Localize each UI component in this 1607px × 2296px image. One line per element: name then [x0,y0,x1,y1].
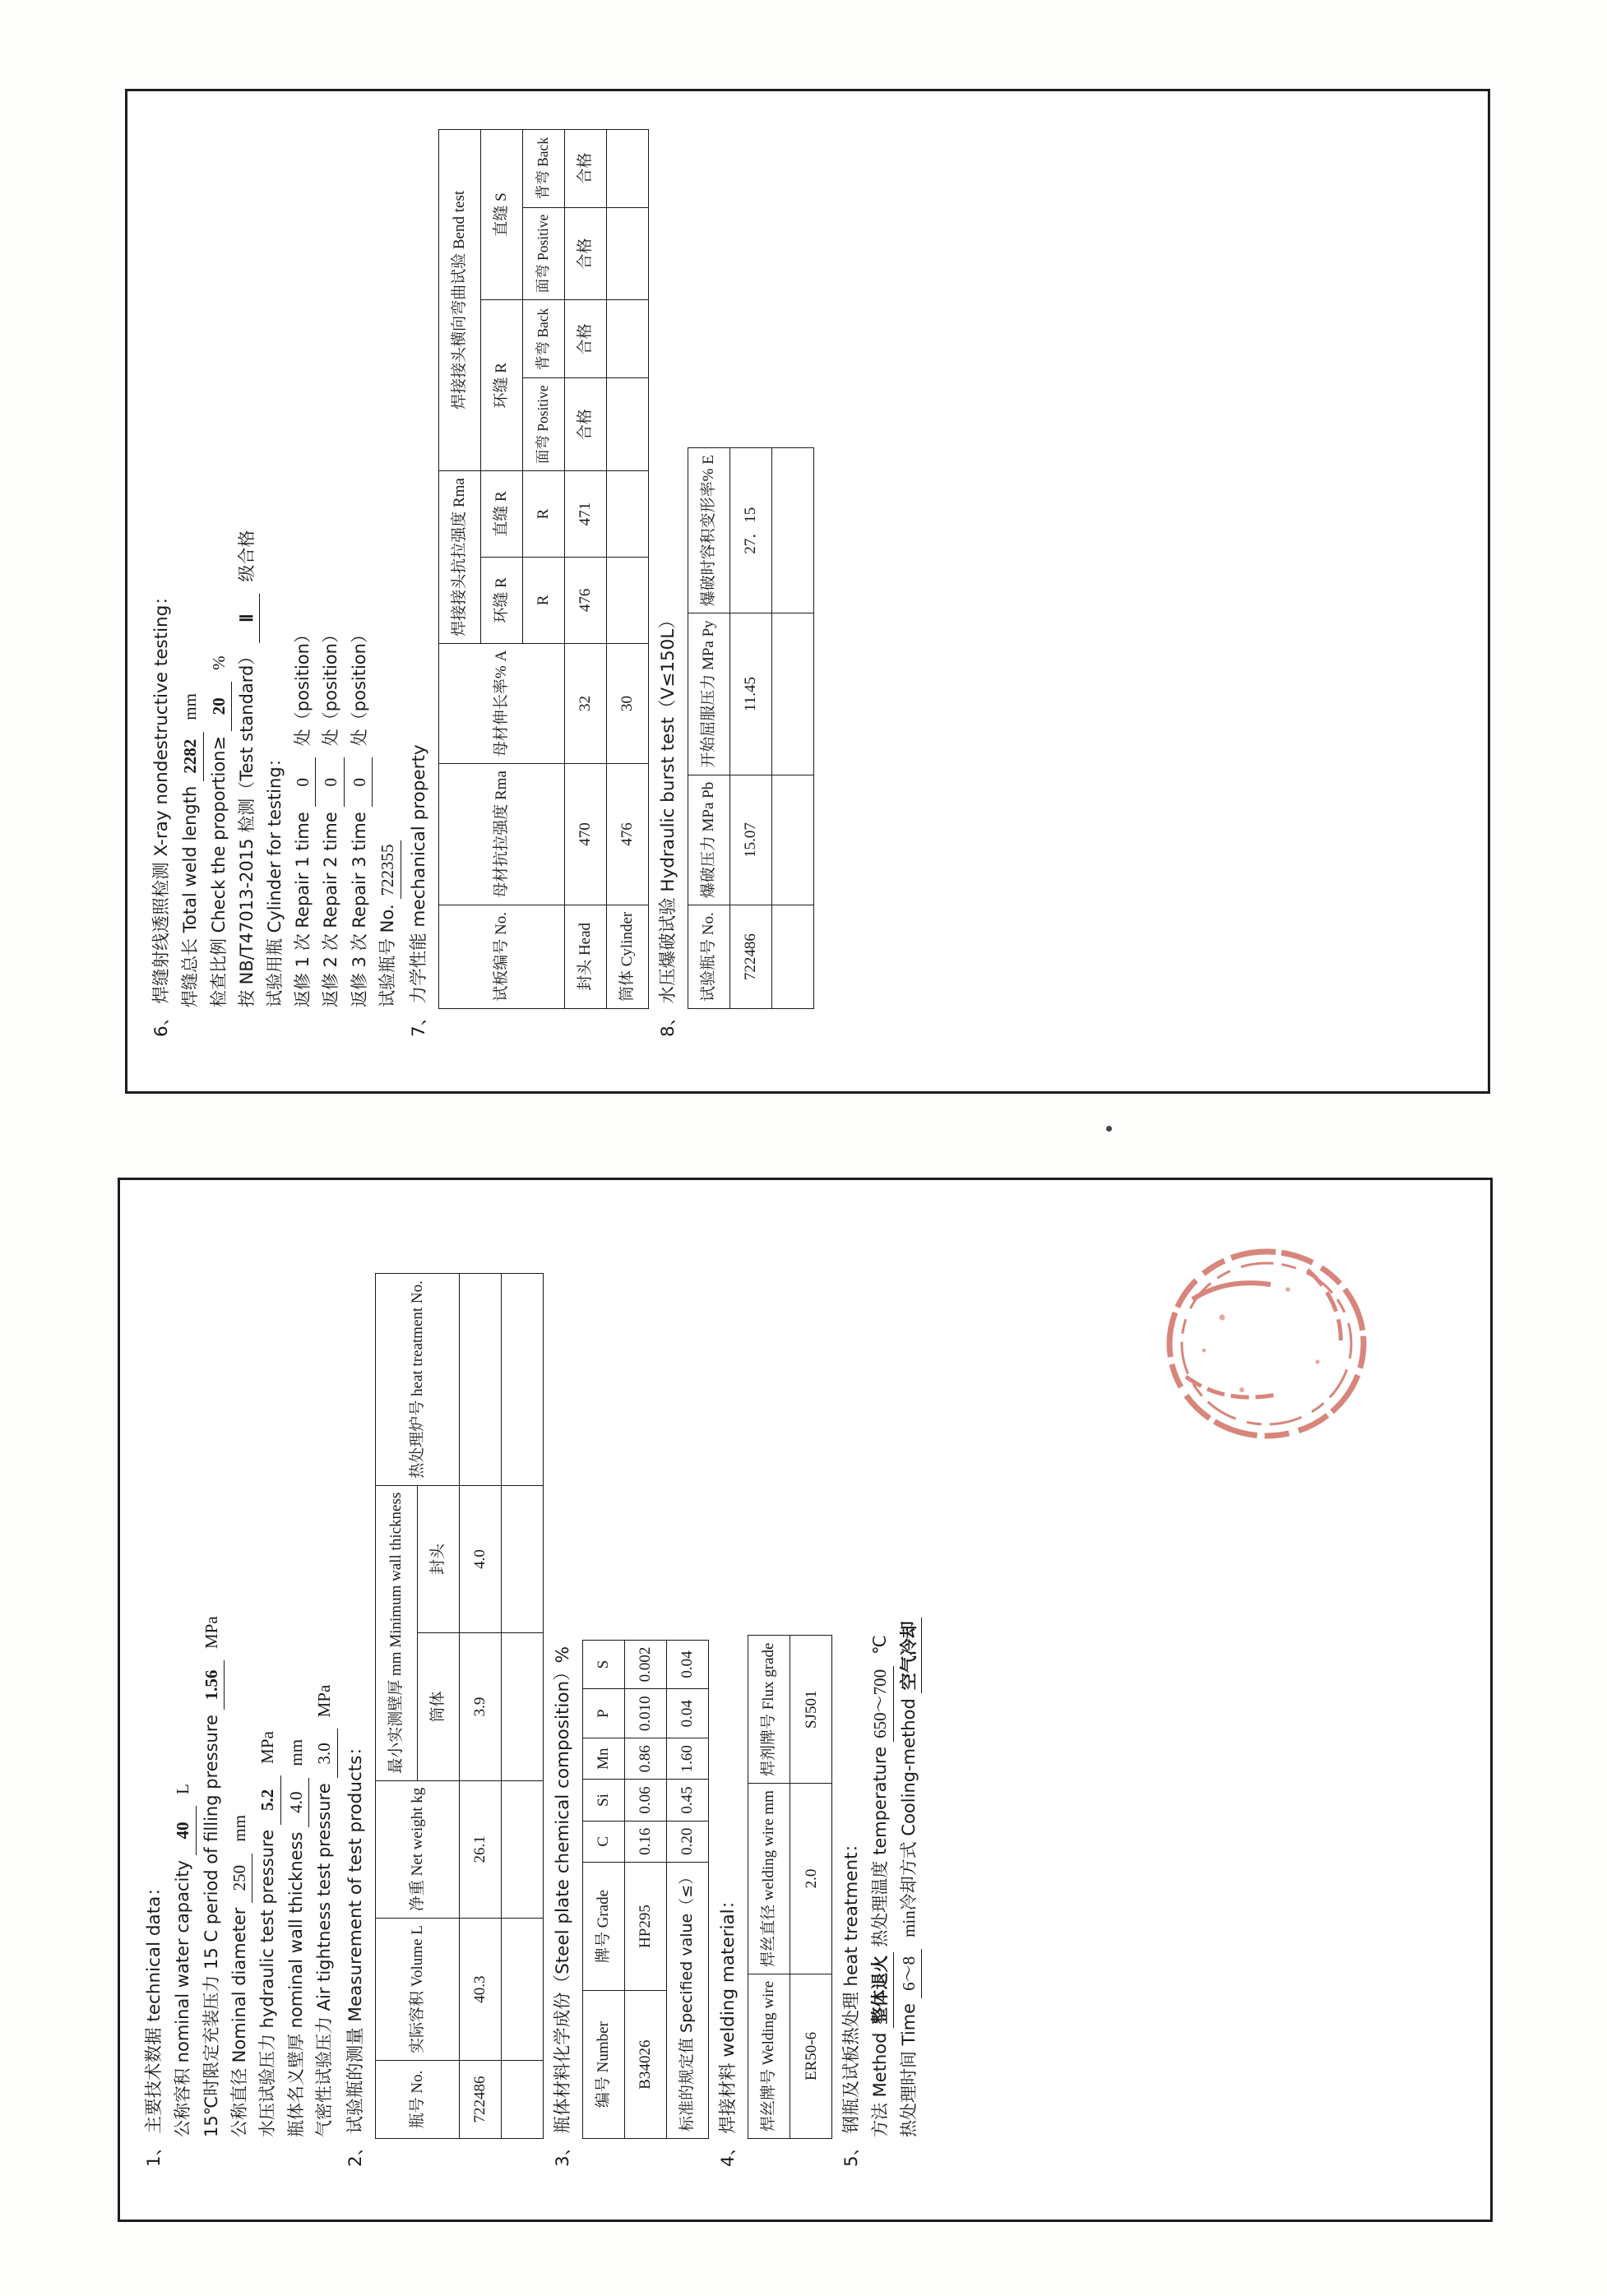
th-min-wall-thickness: 最小实测壁厚 mm Minimum wall thickness [375,1485,417,1780]
repair-1-label: 返修 1 次 Repair 1 time [292,812,313,1007]
th-cylinder-body: 筒体 [417,1633,459,1781]
th-bend-straight-back: 背弯 Back [522,129,564,207]
nominal-wall-thickness-value: 4.0 [284,1778,309,1827]
section-5-heat-treatment [839,1205,922,2167]
air-tightness-pressure-value: 3.0 [312,1729,337,1778]
cell-burst-pressure: 15.07 [730,775,772,905]
repair-2-row [318,116,344,1007]
th-p: P [583,1689,625,1738]
check-proportion-value: 20 [206,682,232,731]
repair-2-label: 返修 2 次 Repair 2 time [321,812,341,1007]
rotated-content-top [127,91,1476,1062]
th-head: 封头 [417,1485,459,1633]
cell-volume-deformation: 27．15 [730,448,772,613]
th-weld-straight-sub: R [522,471,564,558]
th-actual-volume: 实际容积 Volume L [375,1919,459,2061]
th-weld-straight: 直缝 R [480,471,522,558]
cell-yield-pressure [772,613,814,775]
heat-temperature-value: 650～700 [868,1666,893,1742]
section-3-title: 瓶体材料化学成份（Steel plate chemical composition）% [552,1646,573,2134]
total-weld-length-label: 焊缝总长 Total weld length [180,785,201,1007]
cell-head-thickness [501,1485,543,1633]
section-1-technical-data [141,1205,338,2167]
heat-time-row [896,1205,922,2137]
nominal-diameter-row [227,1205,252,2137]
filling-pressure-unit: MPa [201,1616,221,1650]
nominal-wall-thickness-label: 瓶体名义壁厚 nominal wall thickness [285,1831,306,2137]
th-wire-diameter: 焊丝直径 welding wire mm [748,1784,790,1974]
cell-mn: 0.86 [625,1738,667,1780]
check-proportion-unit: % [208,655,229,670]
th-bend-ring-back: 背弯 Back [522,300,564,378]
table-row [772,448,814,1009]
check-proportion-label: 检查比例 Check the proportion≥ [208,735,229,1007]
th-number: 编号 Number [583,1991,625,2139]
air-tightness-pressure-unit: MPa [314,1684,335,1718]
welding-material-table [748,1636,832,2140]
cell-s: 0.002 [625,1640,667,1689]
th-burst-pressure: 爆破压力 MPa Pb [688,775,730,905]
burst-test-table [688,447,814,1009]
section-1-number: 1、 [144,2137,164,2167]
report-sheet-bottom [118,1178,1493,2222]
table-row [625,1640,667,2138]
cell-bend-ring-back: 合格 [564,300,606,378]
th-flux-grade: 焊剂牌号 Flux grade [748,1636,790,1784]
section-3-chemical-composition [550,1205,709,2167]
th-base-tensile: 母材抗拉强度 Rma [438,764,564,905]
heat-time-unit: min [898,1910,919,1937]
cooling-method-value: 空气冷却 [896,1618,922,1693]
th-weld-tensile: 焊接接头抗拉强度 Rma [438,471,480,644]
cell-cylinder-thickness: 3.9 [459,1633,501,1781]
repair-3-value: 0 [347,757,373,807]
cell-bend-ring-back [606,300,648,378]
air-tightness-pressure-label: 气密性试验压力 Air tightness test pressure [314,1783,335,2137]
measurement-table [375,1273,544,2139]
cell-specimen-no: 封头 Head [564,905,606,1008]
section-5-number: 5、 [841,2137,863,2167]
th-weld-ring-sub: R [522,557,564,643]
table-row [564,129,606,1008]
cell-base-tensile: 476 [606,764,648,905]
cell-volume-deformation [772,448,814,613]
cell-weld-straight: 471 [564,471,606,558]
air-tightness-pressure-row [312,1205,337,2137]
hydraulic-test-pressure-label: 水压试验压力 hydraulic test pressure [257,1829,278,2137]
th-bend-straight: 直缝 S [480,129,522,300]
total-weld-length-value: 2282 [178,732,203,781]
th-c: C [583,1821,625,1862]
th-welding-wire: 焊丝牌号 Welding wire [748,1974,790,2138]
cell-welding-wire: ER50-6 [790,1974,832,2138]
cell-elongation: 30 [606,643,648,763]
cell-cylinder-no: 722486 [459,2061,501,2139]
chemical-composition-table [582,1640,709,2139]
test-cylinder-no-label: 试验瓶号 No. [377,904,398,1007]
section-8-burst-test [655,116,814,1037]
nominal-capacity-unit: L [173,1784,193,1795]
cell-si: 0.45 [667,1780,709,1821]
heat-time-value: 6～8 [896,1949,922,1998]
section-4-number: 4、 [718,2137,739,2167]
test-standard-grade: Ⅱ [234,594,260,643]
repair-3-label: 返修 3 次 Repair 3 time [349,812,369,1007]
test-cylinder-no-row [375,116,401,1007]
cell-bend-ring-positive [606,378,648,471]
cell-number: B34026 [625,1991,667,2139]
test-standard-row [234,116,260,1007]
cell-burst-cylinder-no [772,905,814,1009]
table-row [606,129,648,1008]
nominal-capacity-value: 40 [170,1806,196,1855]
section-1-title: 主要技术数据 technical data： [144,1878,164,2134]
cooling-method-label: 冷却方式 Cooling-method [898,1698,919,1911]
nominal-diameter-label: 公称直径 Nominal diameter [229,1907,250,2137]
table-row [667,1640,709,2138]
nominal-diameter-unit: mm [229,1814,250,1842]
cell-elongation: 32 [564,643,606,763]
table-row [459,1274,501,2139]
test-standard-label: 按 NB/T47013-2015 检测（Test standard） [237,647,257,1007]
cell-bend-straight-back [606,129,648,207]
heat-time-label: 热处理时间 Time [898,2002,919,2137]
section-2-title: 试验瓶的测量 Measurement of test products： [345,1738,366,2134]
cell-c: 0.16 [625,1821,667,1862]
cell-burst-pressure [772,775,814,905]
cell-head-thickness: 4.0 [459,1485,501,1633]
repair-1-value: 0 [290,757,316,807]
nominal-capacity-label: 公称容积 nominal water capacity [173,1860,193,2137]
filling-pressure-row [199,1205,225,2137]
th-mn: Mn [583,1738,625,1780]
section-2-number: 2、 [345,2137,366,2167]
mechanical-property-table [438,129,649,1009]
cell-bend-ring-positive: 合格 [564,378,606,471]
section-3-number: 3、 [552,2137,573,2167]
table-row [730,448,772,1009]
th-si: Si [583,1780,625,1821]
cell-s: 0.04 [667,1640,709,1689]
repair-2-unit: 处（position） [321,626,341,747]
cell-specimen-no: 筒体 Cylinder [606,905,648,1008]
table-header-row [583,1640,625,2138]
section-4-welding-material [716,1205,832,2167]
th-heat-treatment-no: 热处理炉号 heat treatment No. [375,1274,459,1486]
test-cylinder-no-value: 722355 [375,840,401,899]
cylinder-for-testing-label: 试验用瓶 Cylinder for testing： [265,749,285,1007]
th-bend-straight-positive: 面弯 Positive [522,207,564,300]
repair-2-value: 0 [318,757,344,807]
cell-weld-straight [606,471,648,558]
section-2-measurement [343,1205,544,2167]
hydraulic-test-pressure-value: 5.2 [255,1775,280,1825]
heat-method-label: 方法 Method [870,2032,891,2137]
th-burst-cylinder-no: 试验瓶号 No. [688,905,730,1009]
th-bend-test: 焊接接头横向弯曲试验 Bend test [438,129,480,471]
cell-heat-treatment-no [501,1274,543,1486]
heat-temperature-label: 热处理温度 temperature [870,1746,891,1947]
th-base-elongation: 母材伸长率% A [438,643,564,763]
th-bend-ring: 环缝 R [480,300,522,471]
cell-net-weight: 26.1 [459,1780,501,1918]
section-7-title: 力学性能 mechanical property [408,744,429,1004]
repair-1-row [290,116,316,1007]
hydraulic-test-pressure-unit: MPa [257,1731,278,1764]
cell-weld-ring: 476 [564,557,606,643]
cell-net-weight [501,1780,543,1918]
cell-specified-value-label: 标准的规定值 Specified value（≤） [667,1862,709,2138]
cell-flux-grade: SJ501 [790,1636,832,1784]
section-6-number: 6、 [151,1007,172,1037]
test-standard-result: 级合格 [237,530,257,582]
th-net-weight: 净重 Net weight kg [375,1780,459,1918]
cell-cylinder-thickness [501,1633,543,1781]
table-row [501,1274,543,2139]
cell-weld-ring [606,557,648,643]
cell-c: 0.20 [667,1821,709,1862]
filling-pressure-label: 15℃时限定充装压力 15 C period of filling pressure [201,1715,221,2137]
table-row [790,1636,832,2139]
th-yield-pressure: 开始屈服压力 MPa Py [688,613,730,775]
repair-3-row [347,116,373,1007]
cell-si: 0.06 [625,1780,667,1821]
section-7-number: 7、 [408,1007,429,1037]
hydraulic-test-pressure-row [255,1205,280,2137]
cell-cylinder-no [501,2061,543,2139]
cell-p: 0.010 [625,1689,667,1738]
report-sheet-top [125,89,1490,1094]
nominal-wall-thickness-unit: mm [285,1738,306,1766]
section-8-number: 8、 [657,1007,678,1037]
total-weld-length-unit: mm [180,693,201,720]
nominal-capacity-row [170,1205,196,2137]
cell-heat-treatment-no [459,1274,501,1486]
section-8-title: 水压爆破试验 Hydraulic burst test（V≤150L） [657,611,678,1004]
table-header-row [748,1636,790,2139]
table-header-row-1 [375,1274,417,2139]
rotated-content-bottom [120,1180,1477,2192]
th-specimen-no: 试板编号 No. [438,905,564,1008]
ink-dot-artifact [1106,1126,1112,1132]
repair-1-unit: 处（position） [292,626,313,747]
th-volume-deformation: 爆破时容积变形率% E [688,448,730,613]
cell-p: 0.04 [667,1689,709,1738]
total-weld-length-row [178,116,203,1007]
heat-temperature-unit: ℃ [870,1635,891,1655]
section-6-title: 焊缝射线透照检测 X-ray nondestructive testing： [151,587,172,1004]
th-s: S [583,1640,625,1689]
cell-mn: 1.60 [667,1738,709,1780]
cell-actual-volume [501,1919,543,2061]
cell-wire-diameter: 2.0 [790,1784,832,1974]
nominal-diameter-value: 250 [227,1854,252,1903]
heat-method-row [868,1205,893,2137]
cell-burst-cylinder-no: 722486 [730,905,772,1009]
section-7-mechanical [406,116,649,1037]
heat-method-value: 整体退火 [868,1952,893,2028]
table-header-row [688,448,730,1009]
section-4-title: 焊接材料 welding material： [718,1891,739,2134]
table-header-row-1 [438,129,480,1008]
filling-pressure-value: 1.56 [199,1660,225,1710]
cell-bend-straight-back: 合格 [564,129,606,207]
cylinder-for-testing-row [262,116,287,1007]
cell-actual-volume: 40.3 [459,1919,501,2061]
cell-bend-straight-positive [606,207,648,300]
cell-grade: HP295 [625,1862,667,1990]
cell-yield-pressure: 11.45 [730,613,772,775]
cell-base-tensile: 470 [564,764,606,905]
repair-3-unit: 处（position） [349,626,369,747]
cell-bend-straight-positive: 合格 [564,207,606,300]
th-grade: 牌号 Grade [583,1862,625,1990]
check-proportion-row [206,116,232,1007]
th-cylinder-no: 瓶号 No. [375,2061,459,2139]
section-6-radiographic [149,116,401,1037]
nominal-wall-thickness-row [284,1205,309,2137]
th-bend-ring-positive: 面弯 Positive [522,378,564,471]
section-5-title: 钢瓶及试板热处理 heat treatment： [841,1834,863,2134]
th-weld-ring: 环缝 R [480,557,522,643]
